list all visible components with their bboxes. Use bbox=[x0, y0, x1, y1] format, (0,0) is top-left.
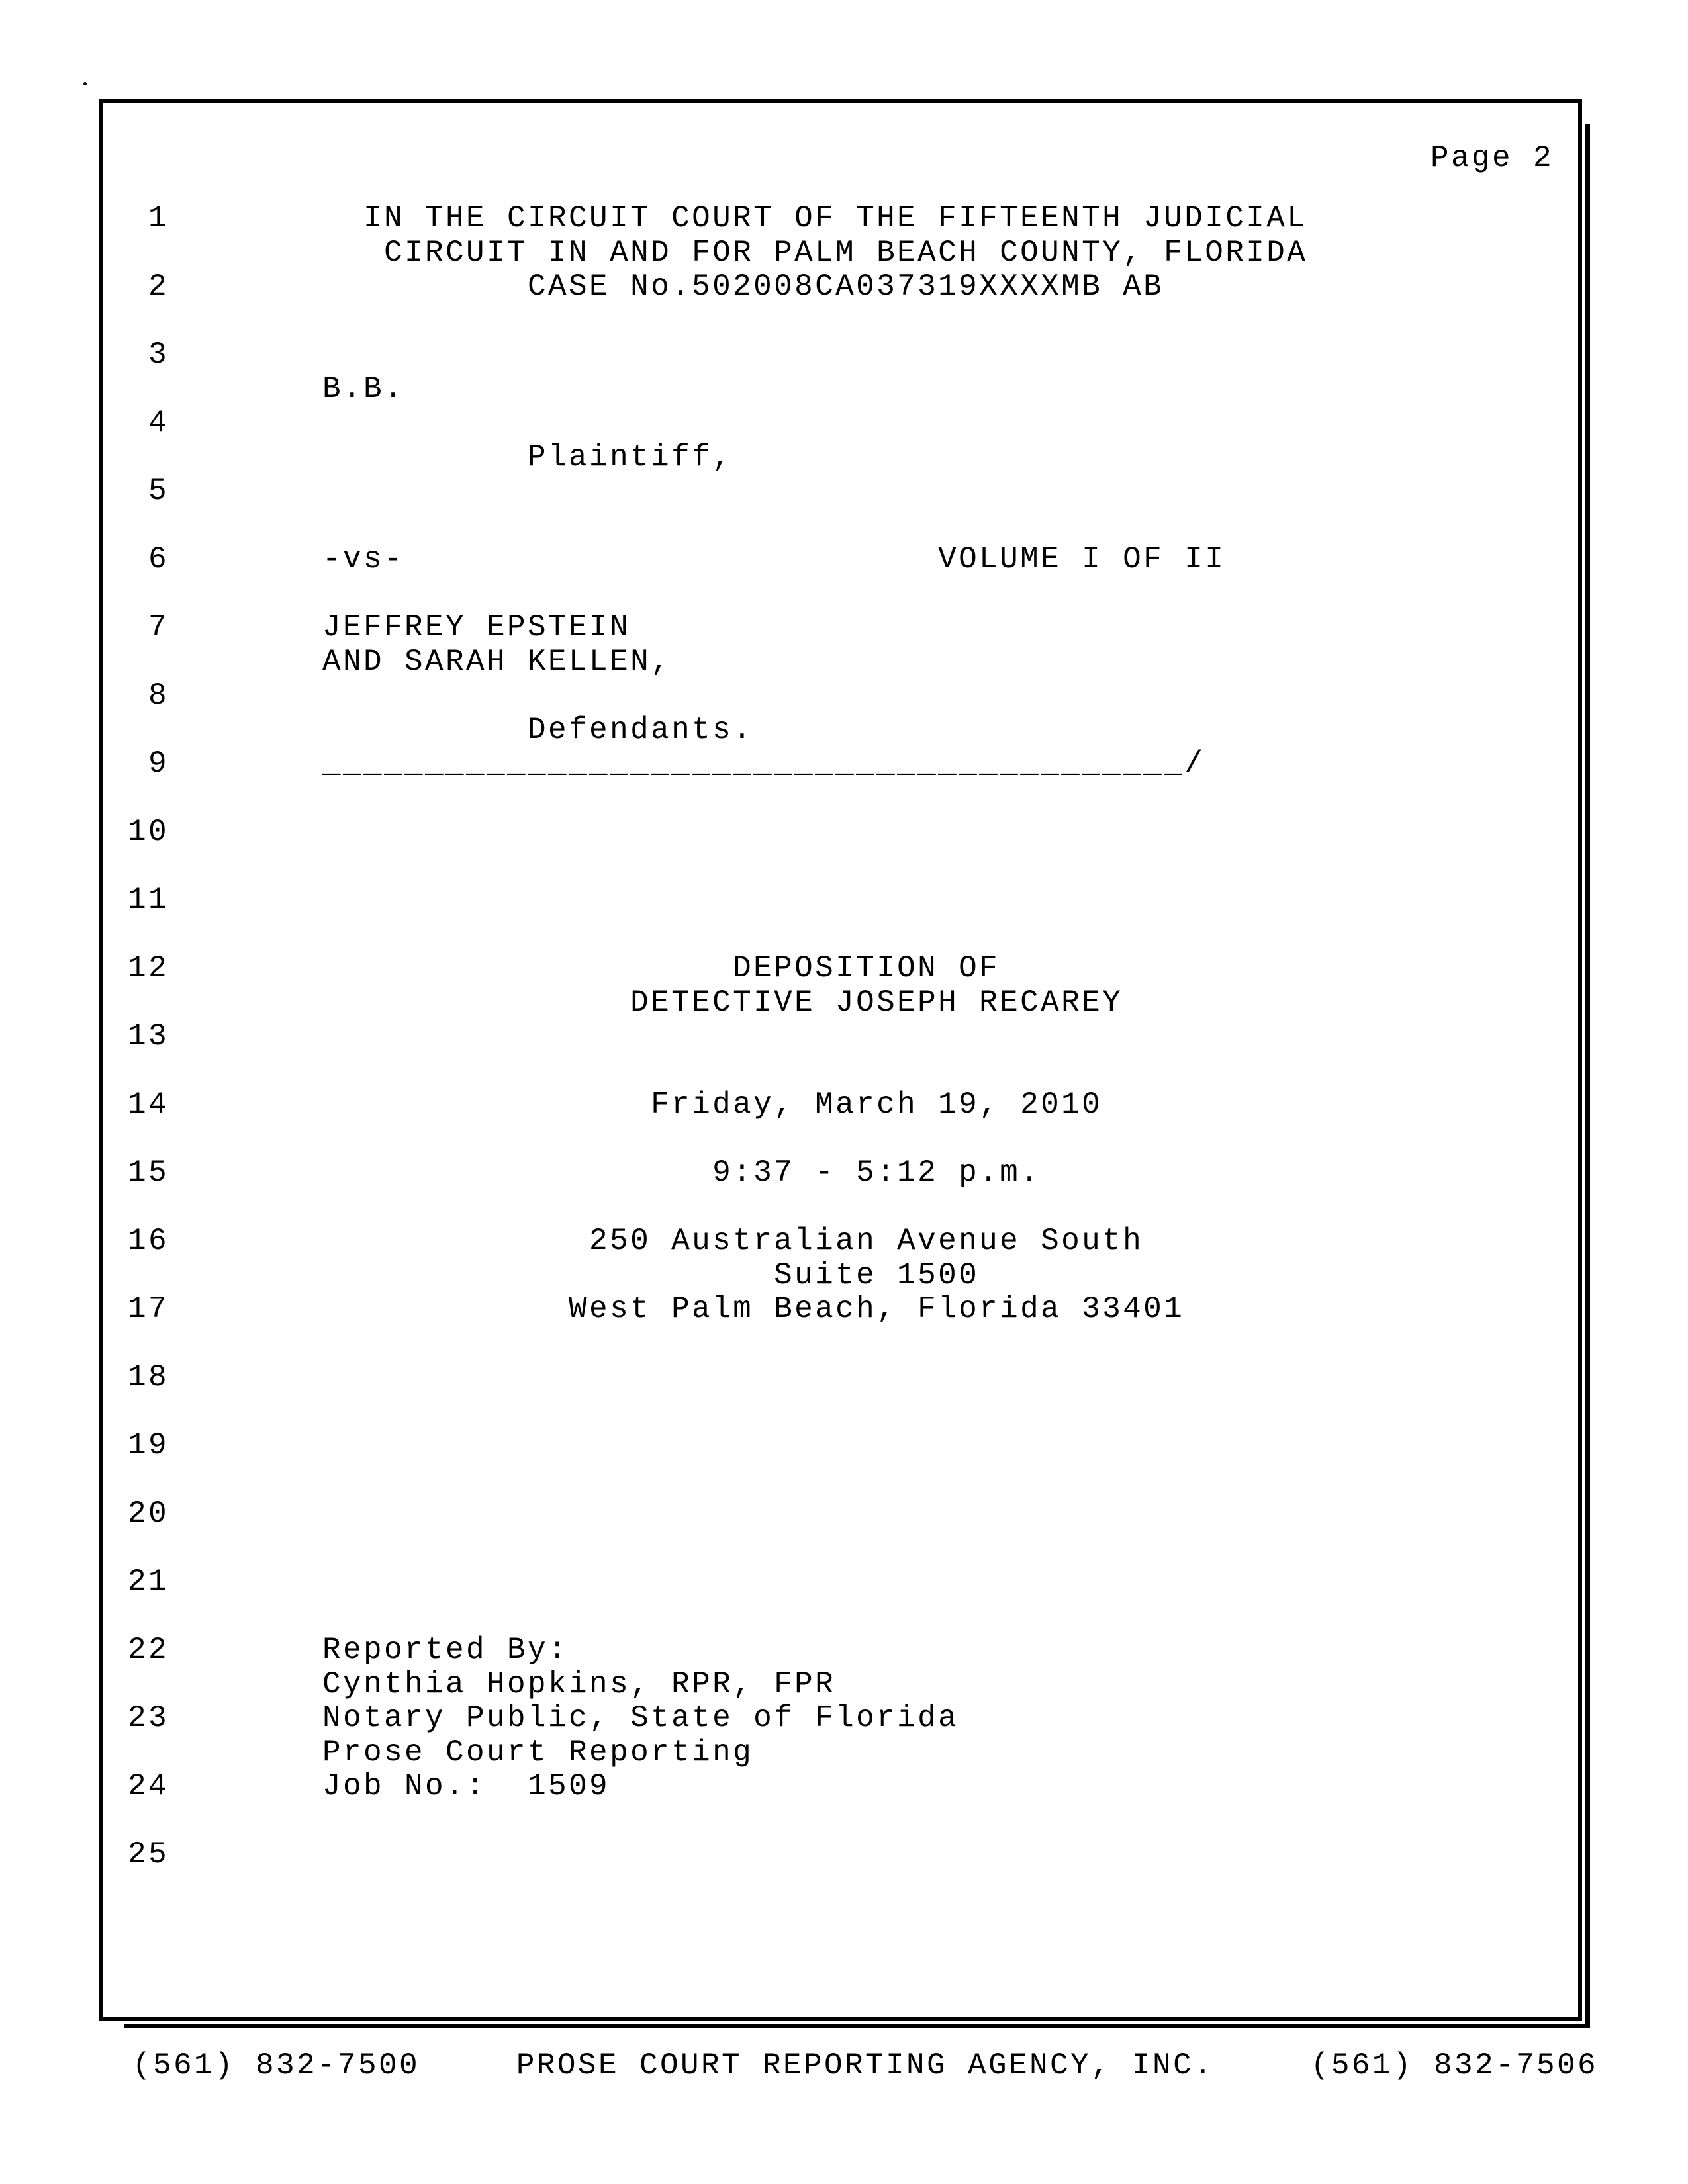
line-text: __________________________________________/ bbox=[322, 747, 1205, 781]
transcript-row bbox=[103, 1156, 1578, 1190]
transcript-row bbox=[103, 1360, 1578, 1394]
line-number: 14 bbox=[127, 1087, 169, 1122]
transcript-row bbox=[103, 815, 1578, 849]
transcript-row bbox=[103, 1428, 1578, 1463]
transcript-row bbox=[103, 1087, 1578, 1122]
line-number: 8 bbox=[148, 678, 169, 713]
line-text: CASE No.502008CA037319XXXXMB AB bbox=[322, 269, 1164, 304]
transcript-row bbox=[103, 201, 1578, 236]
transcript-row bbox=[103, 1292, 1578, 1326]
line-number: 13 bbox=[127, 1019, 169, 1054]
transcript-row bbox=[103, 1122, 1578, 1156]
line-text: Job No.: 1509 bbox=[322, 1769, 610, 1803]
transcript-row bbox=[103, 1769, 1578, 1803]
line-number: 10 bbox=[127, 815, 169, 849]
line-number: 6 bbox=[148, 542, 169, 576]
transcript-row bbox=[103, 951, 1578, 985]
line-text: AND SARAH KELLEN, bbox=[322, 644, 672, 679]
line-number: 24 bbox=[127, 1769, 169, 1803]
transcript-row bbox=[103, 576, 1578, 611]
transcript-row bbox=[103, 883, 1578, 917]
line-text: Defendants. bbox=[322, 712, 754, 747]
line-text: CIRCUIT IN AND FOR PALM BEACH COUNTY, FLORIDA bbox=[322, 235, 1308, 270]
transcript-row bbox=[103, 1224, 1578, 1258]
line-number: 18 bbox=[127, 1360, 169, 1394]
transcript-row bbox=[103, 1735, 1578, 1770]
line-text: JEFFREY EPSTEIN bbox=[322, 610, 631, 645]
footer-phone-right: (561) 832-7506 bbox=[1310, 2048, 1598, 2083]
transcript-row bbox=[103, 508, 1578, 543]
transcript-row bbox=[103, 406, 1578, 440]
transcript-row bbox=[103, 985, 1578, 1020]
line-number: 22 bbox=[127, 1633, 169, 1667]
page-shadow-bottom bbox=[124, 2024, 1590, 2028]
page-number-label: Page 2 bbox=[1430, 141, 1554, 175]
transcript-row bbox=[103, 1837, 1578, 1872]
transcript-row bbox=[103, 1633, 1578, 1667]
transcript-row bbox=[103, 1701, 1578, 1735]
transcript-row bbox=[103, 1190, 1578, 1224]
transcript-row bbox=[103, 1258, 1578, 1293]
transcript-row bbox=[103, 610, 1578, 645]
transcript-row bbox=[103, 713, 1578, 747]
line-text: West Palm Beach, Florida 33401 bbox=[322, 1292, 1185, 1326]
transcript-row bbox=[103, 1531, 1578, 1565]
line-number: 1 bbox=[148, 201, 169, 236]
transcript-row bbox=[103, 1463, 1578, 1497]
transcript-row bbox=[103, 849, 1578, 884]
line-text: Reported By: bbox=[322, 1633, 569, 1667]
line-number: 17 bbox=[127, 1292, 169, 1326]
line-text: Notary Public, State of Florida bbox=[322, 1701, 959, 1735]
line-text: 250 Australian Avenue South bbox=[322, 1224, 1144, 1258]
line-text: Prose Court Reporting bbox=[322, 1735, 754, 1770]
transcript-page-border bbox=[99, 99, 1582, 2021]
transcript-row bbox=[103, 678, 1578, 713]
transcript-row bbox=[103, 1054, 1578, 1088]
line-number: 16 bbox=[127, 1224, 169, 1258]
line-number: 3 bbox=[148, 338, 169, 372]
transcript-row bbox=[103, 542, 1578, 576]
scan-artifact-speck bbox=[83, 82, 87, 85]
transcript-row bbox=[103, 1565, 1578, 1599]
transcript-row bbox=[103, 1394, 1578, 1429]
line-text: 9:37 - 5:12 p.m. bbox=[322, 1156, 1041, 1190]
line-text: Suite 1500 bbox=[322, 1257, 980, 1293]
transcript-row bbox=[103, 474, 1578, 508]
line-text: DEPOSITION OF bbox=[322, 951, 1000, 985]
transcript-row bbox=[103, 1667, 1578, 1702]
line-number: 4 bbox=[148, 406, 169, 440]
footer bbox=[132, 2048, 1598, 2083]
line-number: 25 bbox=[127, 1837, 169, 1872]
line-number: 11 bbox=[127, 883, 169, 917]
line-number: 23 bbox=[127, 1701, 169, 1735]
transcript-row bbox=[103, 236, 1578, 270]
line-number: 19 bbox=[127, 1428, 169, 1463]
line-text: IN THE CIRCUIT COURT OF THE FIFTEENTH JUDICIAL bbox=[322, 201, 1308, 236]
transcript-row bbox=[103, 1803, 1578, 1838]
line-text: -vs- VOLUME I OF II bbox=[322, 542, 1226, 576]
line-number: 15 bbox=[127, 1156, 169, 1190]
transcript-row bbox=[103, 1496, 1578, 1531]
transcript-body bbox=[103, 103, 1578, 2017]
line-number: 5 bbox=[148, 474, 169, 508]
line-text: Plaintiff, bbox=[322, 439, 733, 475]
line-number: 20 bbox=[127, 1496, 169, 1531]
transcript-row bbox=[103, 917, 1578, 952]
transcript-row bbox=[103, 269, 1578, 304]
line-number: 12 bbox=[127, 951, 169, 985]
transcript-row bbox=[103, 747, 1578, 781]
transcript-row bbox=[103, 781, 1578, 815]
line-text: Cynthia Hopkins, RPR, FPR bbox=[322, 1666, 836, 1702]
footer-phone-left: (561) 832-7500 bbox=[132, 2048, 420, 2083]
line-number: 2 bbox=[148, 269, 169, 304]
page-shadow-right bbox=[1585, 124, 1590, 2028]
transcript-row bbox=[103, 440, 1578, 475]
transcript-row bbox=[103, 1326, 1578, 1361]
transcript-row bbox=[103, 338, 1578, 372]
transcript-row bbox=[103, 304, 1578, 338]
transcript-row bbox=[103, 1019, 1578, 1054]
line-number: 9 bbox=[148, 747, 169, 781]
transcript-row bbox=[103, 645, 1578, 679]
line-text: DETECTIVE JOSEPH RECAREY bbox=[322, 985, 1123, 1020]
line-text: Friday, March 19, 2010 bbox=[322, 1087, 1103, 1122]
line-text: B.B. bbox=[322, 371, 405, 406]
line-number: 7 bbox=[148, 610, 169, 645]
footer-agency-name: PROSE COURT REPORTING AGENCY, INC. bbox=[516, 2048, 1215, 2083]
transcript-row bbox=[103, 372, 1578, 406]
transcript-row bbox=[103, 1599, 1578, 1633]
line-number: 21 bbox=[127, 1565, 169, 1599]
